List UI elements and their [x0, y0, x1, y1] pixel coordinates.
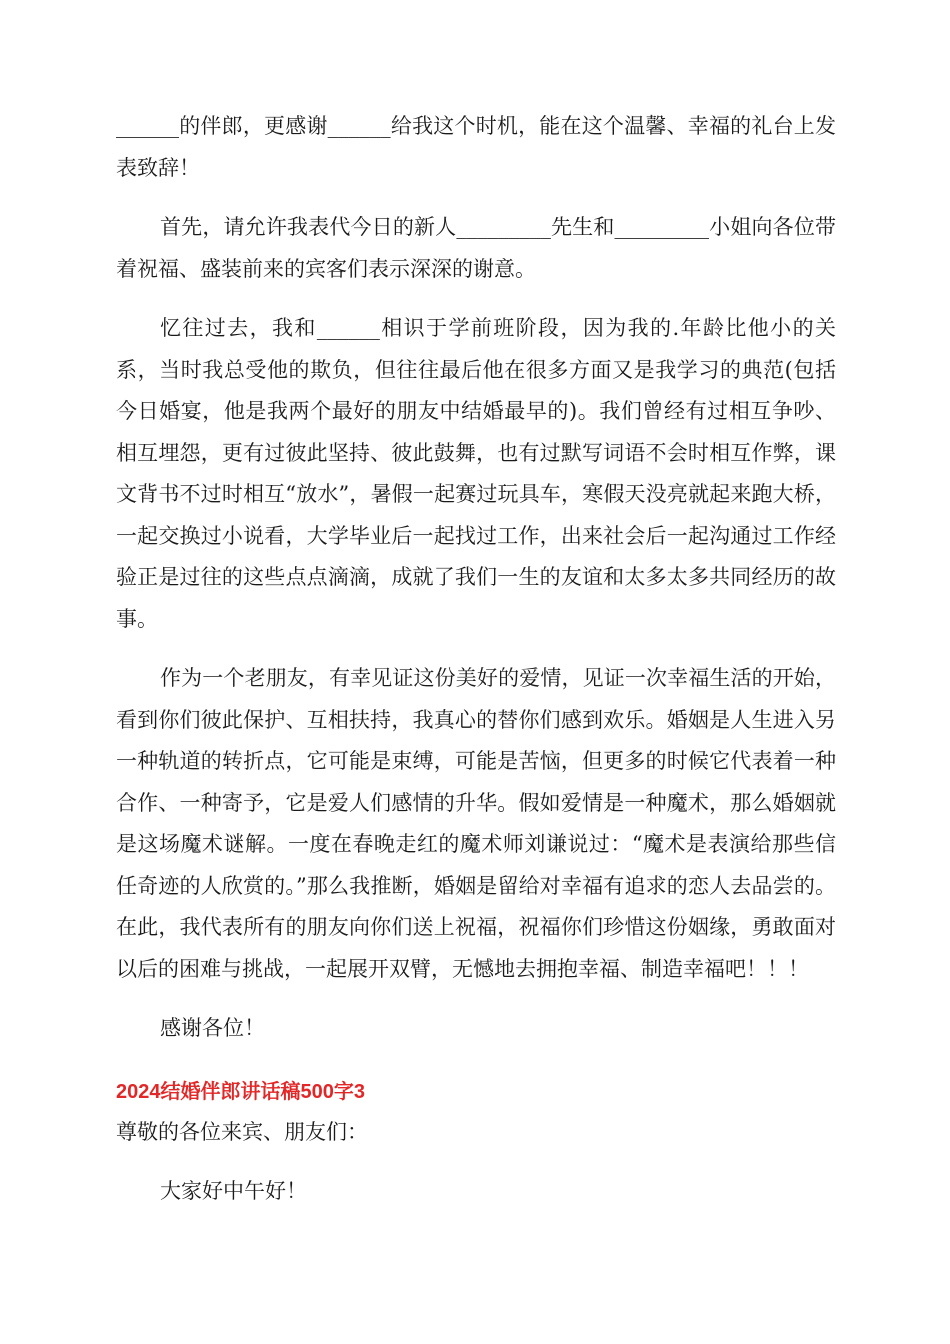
paragraph-marriage: 作为一个老朋友，有幸见证这份美好的爱情，见证一次幸福生活的开始，看到你们彼此保护、互相扶持，我真心的替你们感到欢乐。婚姻是人生进入另一种轨道的转折点，它可能是束缚，可能是苦恼，但更多的时候它代表着一种合作、一种寄予，它是爱人们感情的升华。假如爱情是一种魔术，那么婚姻就是这场魔术谜解。一度在春晚走红的魔术师刘谦说过：“魔术是表演给那些信任奇迹的人欣赏的。”那么我推断，婚姻是留给对幸福有追求的恋人去品尝的。在此，我代表所有的朋友向你们送上祝福，祝福你们珍惜这份姻缘，勇敢面对以后的困难与挑战，一起展开双臂，无憾地去拥抱幸福、制造幸福吧！！！	[116, 666, 836, 981]
greeting: 大家好中午好！	[160, 1179, 307, 1203]
paragraph-memories: 忆往过去，我和______相识于学前班阶段，因为我的.年龄比他小的关系，当时我总受他的欺负，但往往最后他在很多方面又是我学习的典范(包括今日婚宴，他是我两个最好的朋友中结婚最早的)。我们曾经有过相互争吵、相互埋怨，更有过彼此坚持、彼此鼓舞，也有过默写词语不会时相互作弊，课文背书不过时相互“放水”，暑假一起赛过玩具车，寒假天没亮就起来跑大桥，一起交换过小说看，大学毕业后一起找过工作，出来社会后一起沟通过工作经验正是过往的这些点点滴滴，成就了我们一生的友谊和太多太多共同经历的故事。	[116, 316, 836, 631]
section-heading: 2024结婚伴郎讲话稿500字3	[116, 1080, 365, 1103]
paragraph-closing: 感谢各位！	[160, 1016, 265, 1040]
paragraph-thanks-guests: 首先，请允许我表代今日的新人_________先生和_________小姐向各位带着祝福、盛装前来的宾客们表示深深的谢意。	[116, 215, 836, 281]
salutation: 尊敬的各位来宾、朋友们：	[116, 1119, 368, 1144]
paragraph-thanks-continued: ______的伴郎，更感谢______给我这个时机，能在这个温馨、幸福的礼台上发表致辞！	[116, 114, 836, 180]
document-page	[116, 106, 836, 1213]
